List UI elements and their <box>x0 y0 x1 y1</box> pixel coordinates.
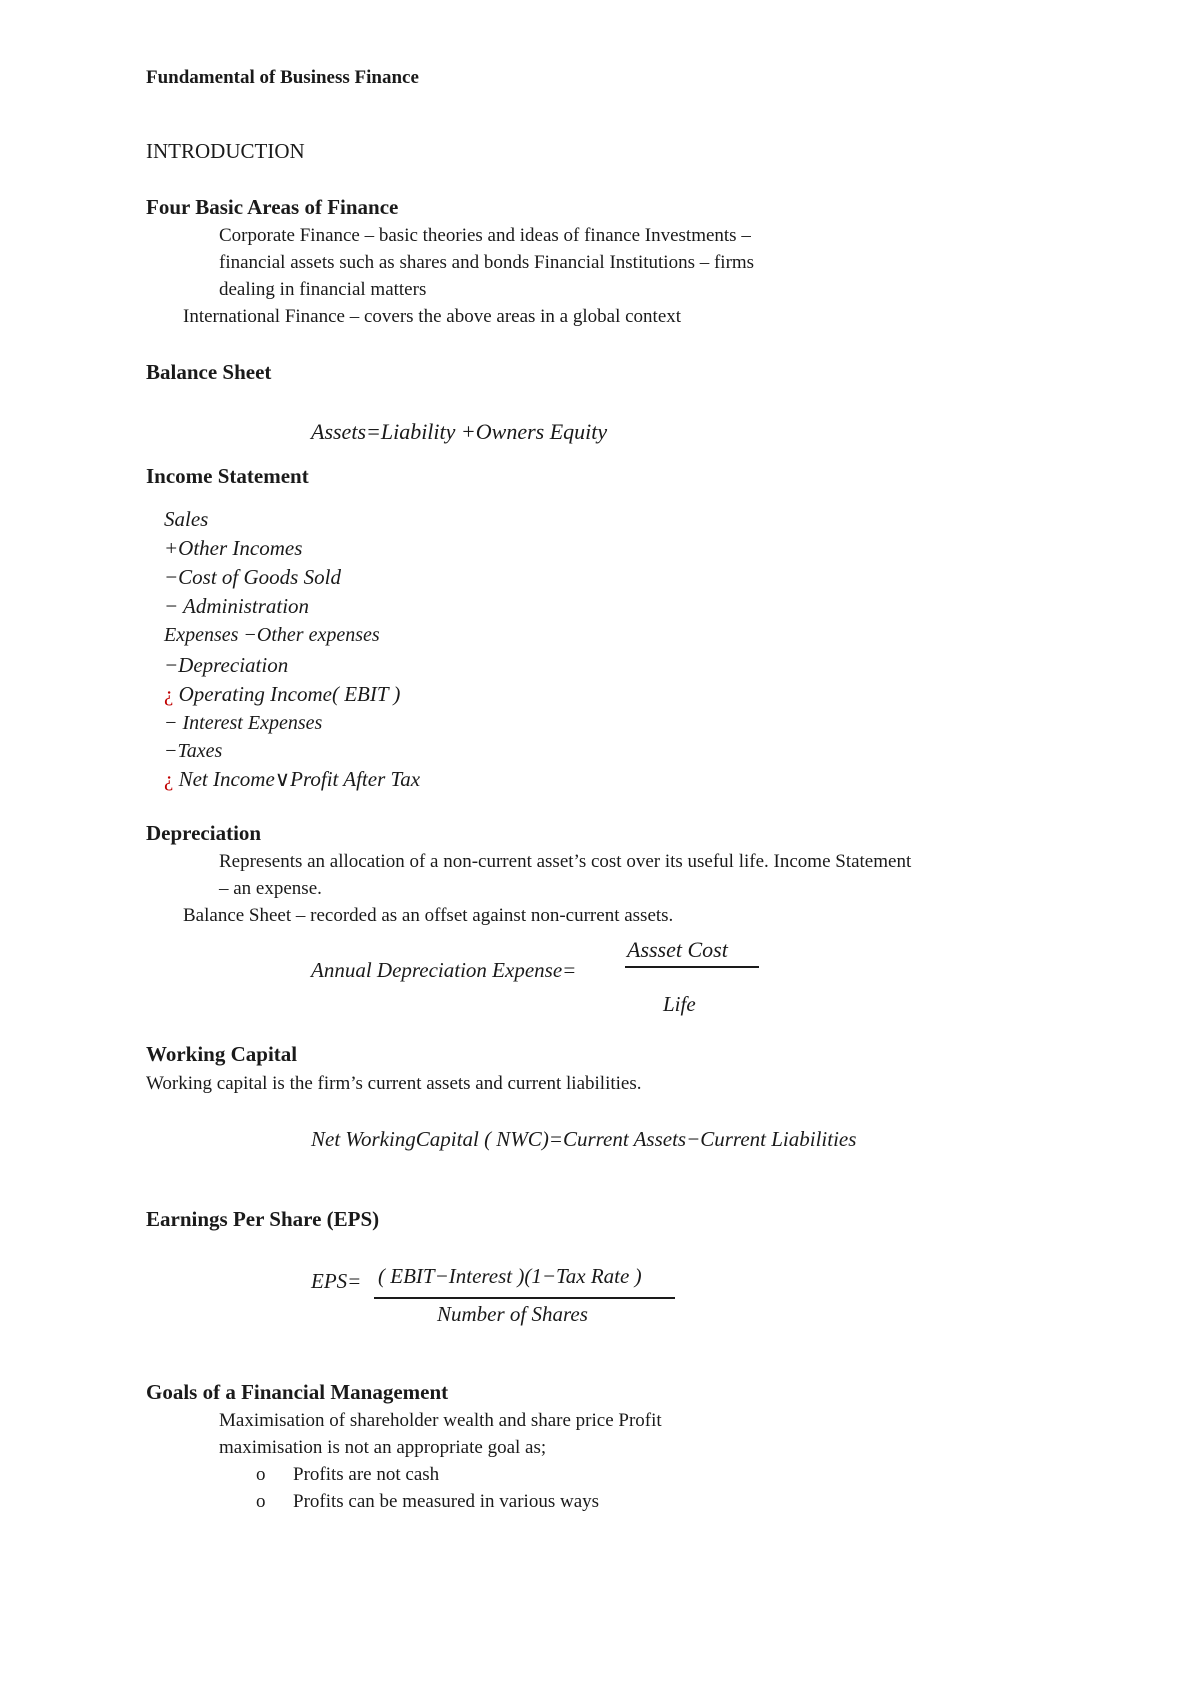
balance-sheet-formula: Assets=Liability +Owners Equity <box>311 419 608 444</box>
income-line <box>164 767 420 792</box>
goals-heading: Goals of a Financial Management <box>146 1380 449 1404</box>
income-line <box>164 624 380 647</box>
depreciation-formula-denominator: Life <box>663 992 696 1016</box>
income-line-text: Operating Income( EBIT ) <box>173 682 401 706</box>
bullet-marker: o <box>256 1491 266 1512</box>
income-line-text: −Depreciation <box>164 653 289 677</box>
eps-formula-denominator: Number of Shares <box>437 1302 588 1326</box>
income-line-text: Expenses −Other expenses <box>164 624 380 646</box>
eps-heading: Earnings Per Share (EPS) <box>146 1207 380 1231</box>
income-line <box>164 536 302 561</box>
income-line <box>164 682 400 707</box>
income-line <box>164 653 288 678</box>
income-line-text: +Other Incomes <box>164 536 303 560</box>
goals-bullet: Profits are not cash <box>293 1464 440 1485</box>
four-areas-line: financial assets such as shares and bonds Financial Institutions – firms <box>219 252 755 273</box>
income-line-mark: ¿ <box>164 682 174 706</box>
depreciation-heading: Depreciation <box>146 821 262 845</box>
income-line <box>164 565 341 590</box>
eps-formula-lhs: EPS= <box>311 1269 362 1293</box>
working-capital-heading: Working Capital <box>146 1042 298 1066</box>
four-areas-line: Corporate Finance – basic theories and ideas of finance Investments – <box>219 225 751 246</box>
working-capital-formula: Net WorkingCapital ( NWC)=Current Assets−Current Liabilities <box>311 1127 857 1151</box>
income-line-text: −Cost of Goods Sold <box>164 565 341 589</box>
goals-bullet: Profits can be measured in various ways <box>293 1491 600 1512</box>
depreciation-line: Represents an allocation of a non-current asset’s cost over its useful life. Income Statement <box>219 851 912 872</box>
income-line-mark: ¿ <box>164 767 174 791</box>
income-line <box>164 594 309 619</box>
depreciation-line: Balance Sheet – recorded as an offset against non-current assets. <box>183 905 674 926</box>
working-capital-text: Working capital is the firm’s current assets and current liabilities. <box>146 1073 642 1094</box>
income-line-text: − Interest Expenses <box>164 712 323 734</box>
balance-sheet-heading: Balance Sheet <box>146 360 272 384</box>
bullet-marker: o <box>256 1464 266 1485</box>
goals-line: Maximisation of shareholder wealth and share price Profit <box>219 1410 662 1431</box>
introduction-heading: INTRODUCTION <box>146 139 305 163</box>
income-line <box>164 507 208 532</box>
four-areas-line: International Finance – covers the above areas in a global context <box>183 306 682 327</box>
income-line <box>164 712 322 735</box>
income-line-text: −Taxes <box>164 740 223 762</box>
income-line-text: Sales <box>164 507 209 531</box>
fraction-bar <box>625 966 759 968</box>
goals-line: maximisation is not an appropriate goal as; <box>219 1437 547 1458</box>
income-line-text: Net Income∨Profit After Tax <box>173 767 421 791</box>
depreciation-line: – an expense. <box>219 878 322 899</box>
income-line-text: − Administration <box>164 594 310 618</box>
four-areas-line: dealing in financial matters <box>219 279 427 300</box>
depreciation-formula-numerator: Assset Cost <box>627 937 728 962</box>
document-title: Fundamental of Business Finance <box>146 67 419 88</box>
depreciation-formula-lhs: Annual Depreciation Expense= <box>311 958 577 982</box>
income-line <box>164 740 222 763</box>
fraction-bar <box>374 1297 675 1299</box>
income-statement-heading: Income Statement <box>146 464 309 488</box>
four-areas-heading: Four Basic Areas of Finance <box>146 195 399 219</box>
eps-formula-numerator: ( EBIT−Interest )(1−Tax Rate ) <box>378 1264 642 1288</box>
